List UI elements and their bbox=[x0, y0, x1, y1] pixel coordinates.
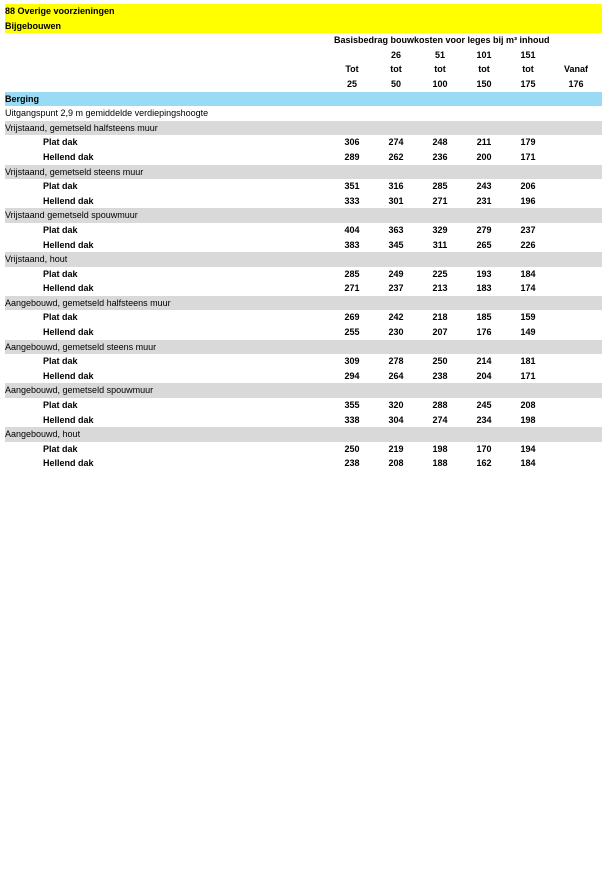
value-cell: 316 bbox=[388, 181, 404, 192]
row-label: Plat dak bbox=[43, 268, 78, 279]
value-cell: 274 bbox=[432, 414, 448, 425]
value-cell: 213 bbox=[432, 283, 448, 294]
value-cell: 278 bbox=[388, 356, 404, 367]
group-row bbox=[5, 296, 602, 311]
value-cell: 238 bbox=[344, 458, 360, 469]
header-from-cell bbox=[550, 48, 602, 63]
row-label: Plat dak bbox=[43, 312, 78, 323]
header-tot-cell: tot bbox=[522, 64, 534, 75]
value-cell: 211 bbox=[476, 137, 492, 148]
table-row bbox=[5, 150, 602, 165]
group-row bbox=[5, 165, 602, 180]
value-cell: 265 bbox=[476, 239, 492, 250]
value-cell: 208 bbox=[388, 458, 404, 469]
value-cell: 170 bbox=[476, 443, 492, 454]
value-cell: 185 bbox=[476, 312, 492, 323]
header-to-cell: 175 bbox=[520, 78, 536, 89]
value-cell bbox=[550, 238, 602, 253]
table-row bbox=[5, 413, 602, 428]
group-row bbox=[5, 121, 602, 136]
header-from-row bbox=[5, 48, 602, 63]
header-to-cell: 25 bbox=[346, 78, 357, 89]
value-cell: 218 bbox=[432, 312, 448, 323]
value-cell: 304 bbox=[388, 414, 404, 425]
value-cell: 309 bbox=[344, 356, 360, 367]
header-tot-cell: tot bbox=[390, 64, 402, 75]
value-cell: 230 bbox=[388, 327, 404, 338]
value-cell: 184 bbox=[520, 458, 536, 469]
value-cell: 171 bbox=[520, 370, 536, 381]
value-cell bbox=[550, 310, 602, 325]
value-cell: 208 bbox=[520, 400, 536, 411]
value-cell: 207 bbox=[432, 327, 448, 338]
table-row bbox=[5, 267, 602, 282]
value-cell: 250 bbox=[344, 443, 360, 454]
value-cell: 363 bbox=[388, 224, 404, 235]
value-cell: 338 bbox=[344, 414, 360, 425]
value-cell: 274 bbox=[388, 137, 404, 148]
value-cell bbox=[550, 442, 602, 457]
row-label: Plat dak bbox=[43, 443, 78, 454]
header-caption: Basisbedrag bouwkosten voor leges bij m³ inhoud bbox=[334, 35, 550, 46]
table-row bbox=[5, 325, 602, 340]
subtitle-row bbox=[5, 19, 602, 34]
value-cell: 200 bbox=[476, 151, 492, 162]
value-cell: 206 bbox=[520, 181, 536, 192]
row-label: Hellend dak bbox=[43, 458, 94, 469]
value-cell bbox=[550, 135, 602, 150]
group-row bbox=[5, 208, 602, 223]
value-cell: 269 bbox=[344, 312, 360, 323]
row-label: Plat dak bbox=[43, 224, 78, 235]
value-cell: 231 bbox=[476, 195, 492, 206]
value-cell: 193 bbox=[476, 268, 492, 279]
row-label: Hellend dak bbox=[43, 327, 94, 338]
table-row bbox=[5, 223, 602, 238]
header-tot-cell: Vanaf bbox=[564, 64, 589, 75]
value-cell: 184 bbox=[520, 268, 536, 279]
value-cell: 250 bbox=[432, 356, 448, 367]
table-row bbox=[5, 135, 602, 150]
table-row bbox=[5, 310, 602, 325]
header-from-cell: 101 bbox=[476, 49, 492, 60]
header-caption-row bbox=[5, 33, 602, 48]
value-cell: 149 bbox=[520, 327, 536, 338]
value-cell bbox=[550, 281, 602, 296]
row-label: Hellend dak bbox=[43, 239, 94, 250]
value-cell: 183 bbox=[476, 283, 492, 294]
group-label: Vrijstaand, gemetseld steens muur bbox=[5, 165, 602, 180]
group-label: Aangebouwd, hout bbox=[5, 427, 602, 442]
header-to-cell: 50 bbox=[390, 78, 401, 89]
value-cell: 171 bbox=[520, 151, 536, 162]
header-from-cell: 26 bbox=[390, 49, 401, 60]
value-cell: 237 bbox=[388, 283, 404, 294]
value-cell: 351 bbox=[344, 181, 360, 192]
value-cell: 249 bbox=[388, 268, 404, 279]
value-cell bbox=[550, 456, 602, 471]
group-label: Aangebouwd, gemetseld spouwmuur bbox=[5, 383, 602, 398]
header-to-cell: 150 bbox=[476, 78, 492, 89]
value-cell: 383 bbox=[344, 239, 360, 250]
value-cell: 294 bbox=[344, 370, 360, 381]
value-cell: 333 bbox=[344, 195, 360, 206]
value-cell: 159 bbox=[520, 312, 536, 323]
table-row bbox=[5, 281, 602, 296]
row-label: Hellend dak bbox=[43, 414, 94, 425]
value-cell: 196 bbox=[520, 195, 536, 206]
value-cell: 271 bbox=[432, 195, 448, 206]
value-cell: 194 bbox=[520, 443, 536, 454]
value-cell: 289 bbox=[344, 151, 360, 162]
table-row bbox=[5, 442, 602, 457]
row-label: Plat dak bbox=[43, 181, 78, 192]
note-row bbox=[5, 106, 602, 121]
section-title: Berging bbox=[5, 92, 602, 107]
table-row bbox=[5, 354, 602, 369]
header-from-cell: 151 bbox=[520, 49, 536, 60]
value-cell: 264 bbox=[388, 370, 404, 381]
header-tot-row bbox=[5, 62, 602, 77]
value-cell: 355 bbox=[344, 400, 360, 411]
value-cell: 279 bbox=[476, 224, 492, 235]
value-cell bbox=[550, 267, 602, 282]
value-cell: 234 bbox=[476, 414, 492, 425]
value-cell: 345 bbox=[388, 239, 404, 250]
value-cell: 198 bbox=[520, 414, 536, 425]
note-text: Uitgangspunt 2,9 m gemiddelde verdiepingshoogte bbox=[5, 108, 209, 119]
value-cell: 219 bbox=[388, 443, 404, 454]
page-subtitle: Bijgebouwen bbox=[5, 19, 602, 34]
value-cell bbox=[550, 369, 602, 384]
value-cell: 288 bbox=[432, 400, 448, 411]
value-cell bbox=[550, 413, 602, 428]
page-title: 88 Overige voorzieningen bbox=[5, 4, 602, 19]
value-cell: 174 bbox=[520, 283, 536, 294]
value-cell bbox=[550, 354, 602, 369]
value-cell bbox=[550, 325, 602, 340]
header-tot-cell: tot bbox=[478, 64, 490, 75]
section-row bbox=[5, 92, 602, 107]
row-label: Hellend dak bbox=[43, 370, 94, 381]
value-cell bbox=[550, 194, 602, 209]
row-label: Plat dak bbox=[43, 137, 78, 148]
group-row bbox=[5, 383, 602, 398]
value-cell: 188 bbox=[432, 458, 448, 469]
value-cell: 237 bbox=[520, 224, 536, 235]
table-row bbox=[5, 369, 602, 384]
header-to-row bbox=[5, 77, 602, 92]
table-row bbox=[5, 194, 602, 209]
group-label: Vrijstaand, gemetseld halfsteens muur bbox=[5, 121, 602, 136]
group-row bbox=[5, 340, 602, 355]
header-from-cell bbox=[330, 48, 374, 63]
group-label: Vrijstaand, hout bbox=[5, 252, 602, 267]
row-label: Plat dak bbox=[43, 400, 78, 411]
row-label: Hellend dak bbox=[43, 195, 94, 206]
row-label: Hellend dak bbox=[43, 151, 94, 162]
value-cell: 198 bbox=[432, 443, 448, 454]
value-cell: 225 bbox=[432, 268, 448, 279]
table-row bbox=[5, 456, 602, 471]
value-cell: 404 bbox=[344, 224, 360, 235]
value-cell: 301 bbox=[388, 195, 404, 206]
cost-table bbox=[5, 4, 602, 471]
value-cell: 226 bbox=[520, 239, 536, 250]
value-cell: 179 bbox=[520, 137, 536, 148]
value-cell: 255 bbox=[344, 327, 360, 338]
value-cell: 245 bbox=[476, 400, 492, 411]
value-cell: 311 bbox=[432, 239, 448, 250]
table-row bbox=[5, 398, 602, 413]
value-cell: 181 bbox=[520, 356, 536, 367]
header-tot-cell: Tot bbox=[345, 64, 359, 75]
value-cell: 285 bbox=[432, 181, 448, 192]
value-cell: 271 bbox=[344, 283, 360, 294]
value-cell bbox=[550, 223, 602, 238]
title-row bbox=[5, 4, 602, 19]
value-cell: 162 bbox=[476, 458, 492, 469]
value-cell: 320 bbox=[388, 400, 404, 411]
group-label: Aangebouwd, gemetseld halfsteens muur bbox=[5, 296, 602, 311]
row-label: Plat dak bbox=[43, 356, 78, 367]
value-cell: 329 bbox=[432, 224, 448, 235]
value-cell: 176 bbox=[476, 327, 492, 338]
value-cell: 262 bbox=[388, 151, 404, 162]
value-cell bbox=[550, 179, 602, 194]
value-cell bbox=[550, 150, 602, 165]
header-from-cell: 51 bbox=[434, 49, 445, 60]
value-cell: 214 bbox=[476, 356, 492, 367]
table-row bbox=[5, 179, 602, 194]
value-cell: 242 bbox=[388, 312, 404, 323]
header-tot-cell: tot bbox=[434, 64, 446, 75]
row-label: Hellend dak bbox=[43, 283, 94, 294]
header-to-cell: 100 bbox=[432, 78, 448, 89]
header-to-cell: 176 bbox=[568, 78, 584, 89]
table-row bbox=[5, 238, 602, 253]
group-label: Vrijstaand gemetseld spouwmuur bbox=[5, 208, 602, 223]
group-label: Aangebouwd, gemetseld steens muur bbox=[5, 340, 602, 355]
value-cell bbox=[550, 398, 602, 413]
value-cell: 238 bbox=[432, 370, 448, 381]
value-cell: 306 bbox=[344, 137, 360, 148]
value-cell: 243 bbox=[476, 181, 492, 192]
value-cell: 248 bbox=[432, 137, 448, 148]
group-row bbox=[5, 252, 602, 267]
group-row bbox=[5, 427, 602, 442]
value-cell: 236 bbox=[432, 151, 448, 162]
value-cell: 204 bbox=[476, 370, 492, 381]
value-cell: 285 bbox=[344, 268, 360, 279]
